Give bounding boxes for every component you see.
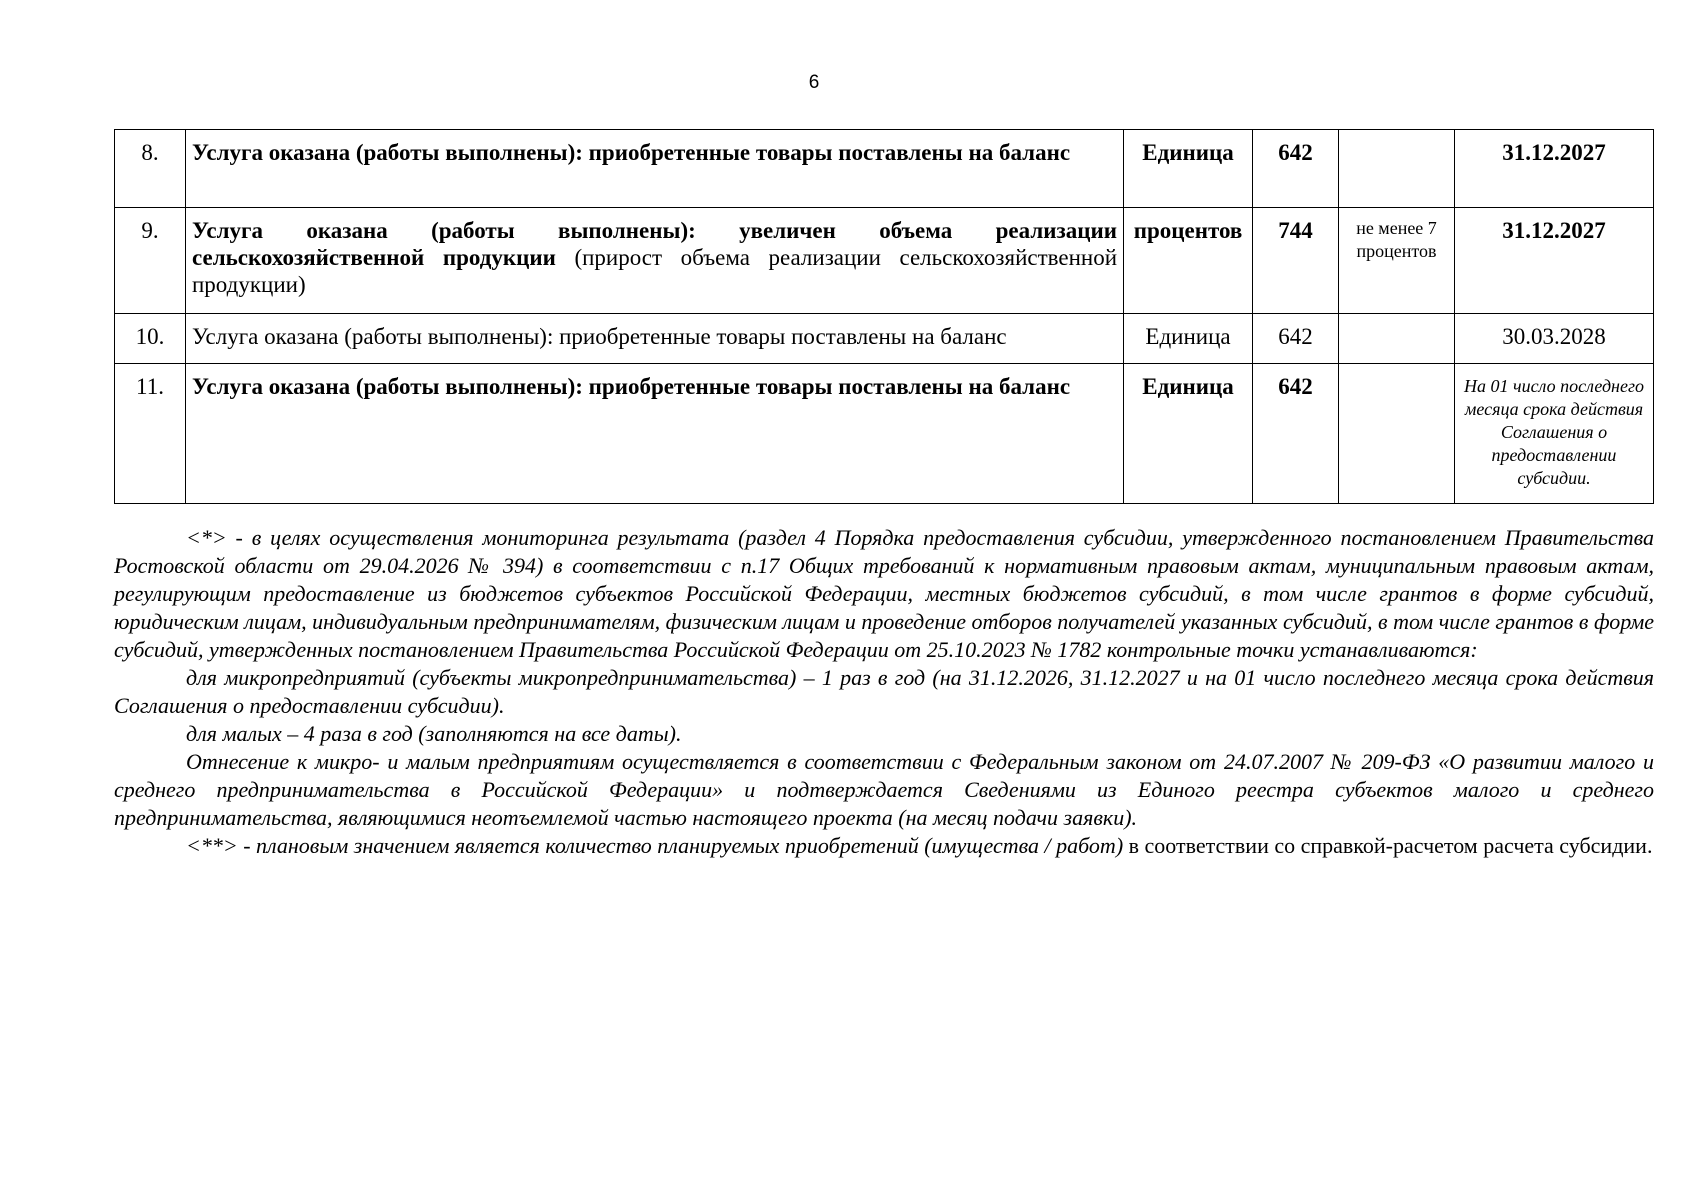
okei-code: 642: [1253, 130, 1339, 208]
result-name: Услуга оказана (работы выполнены): приобретенные товары поставлены на баланс: [186, 314, 1124, 364]
footnote-paragraph: для малых – 4 раза в год (заполняются на все даты).: [186, 721, 682, 746]
control-date: На 01 число последнего месяца срока действия Соглашения о предоставлении субсидии.: [1455, 364, 1654, 504]
result-name: Услуга оказана (работы выполнены): приобретенные товары поставлены на баланс: [186, 130, 1124, 208]
page-number-text: 6: [808, 72, 820, 93]
plan-value: [1339, 314, 1455, 364]
control-date: 31.12.2027: [1455, 130, 1654, 208]
footnote-italic: <**> - плановым значением является количество планируемых приобретений (имущества / работ): [186, 833, 1124, 858]
result-name-bold: Услуга оказана (работы выполнены): увеличен объема реализации сельскохозяйственной продукции: [192, 218, 1117, 270]
table-row: [115, 130, 1654, 208]
page-number: [0, 72, 1698, 94]
unit-of-measure: Единица: [1124, 130, 1253, 208]
plan-value: [1339, 130, 1455, 208]
footnote-paragraph: Отнесение к микро- и малым предприятиям осуществляется в соответствии с Федеральным законом от 24.07.2007 № 209-ФЗ «О развитии малого и среднего предпринимательства в Российской Федерации» и подтверждается Сведениями из Единого реестра субъектов малого и среднего предпринимательства, являющимися неотъемлемой частью настоящего проекта (на месяц подачи заявки).: [114, 749, 1654, 830]
plan-value: не менее 7 процентов: [1339, 208, 1455, 314]
table-row: [115, 314, 1654, 364]
table-row: [115, 208, 1654, 314]
row-number: 11.: [115, 364, 186, 504]
result-name: [186, 208, 1124, 314]
unit-of-measure: процентов: [1124, 208, 1253, 314]
footnote-regular: в соответствии со справкой-расчетом расчета субсидии.: [1123, 833, 1653, 858]
row-number: 8.: [115, 130, 186, 208]
row-number: 10.: [115, 314, 186, 364]
footnote-paragraph: <*> - в целях осуществления мониторинга результата (раздел 4 Порядка предоставления субсидии, утвержденного постановлением Правительства Ростовской области от 29.04.2026 № 394) в соответствии с п.17 Общих требований к нормативным правовым актам, муниципальным правовым актам, регулирующим предоставление из бюджетов субъектов Российской Федерации, местных бюджетов субсидий, в том числе грантов в форме субсидий, юридическим лицам, индивидуальным предпринимателям, физическим лицам и проведение отборов получателей указанных субсидий, в том числе грантов в форме субсидий, утвержденных постановлением Правительства Российской Федерации от 25.10.2023 № 1782 контрольные точки устанавливаются:: [114, 525, 1654, 662]
footnotes: [114, 524, 1654, 860]
okei-code: 744: [1253, 208, 1339, 314]
result-name-rest: (прирост объема реализации сельскохозяйственной продукции): [192, 245, 1118, 297]
table-row: [115, 364, 1654, 504]
okei-code: 642: [1253, 364, 1339, 504]
plan-value: [1339, 364, 1455, 504]
control-date: 31.12.2027: [1455, 208, 1654, 314]
footnote-paragraph: для микропредприятий (субъекты микропредпринимательства) – 1 раз в год (на 31.12.2026, 31.12.2027 и на 01 число последнего месяца срока действия Соглашения о предоставлении субсидии).: [114, 665, 1654, 718]
footnote-paragraph: [114, 832, 1654, 860]
unit-of-measure: Единица: [1124, 364, 1253, 504]
row-number: 9.: [115, 208, 186, 314]
result-name: Услуга оказана (работы выполнены): приобретенные товары поставлены на баланс: [186, 364, 1124, 504]
results-table: [114, 129, 1654, 504]
okei-code: 642: [1253, 314, 1339, 364]
control-date: 30.03.2028: [1455, 314, 1654, 364]
unit-of-measure: Единица: [1124, 314, 1253, 364]
